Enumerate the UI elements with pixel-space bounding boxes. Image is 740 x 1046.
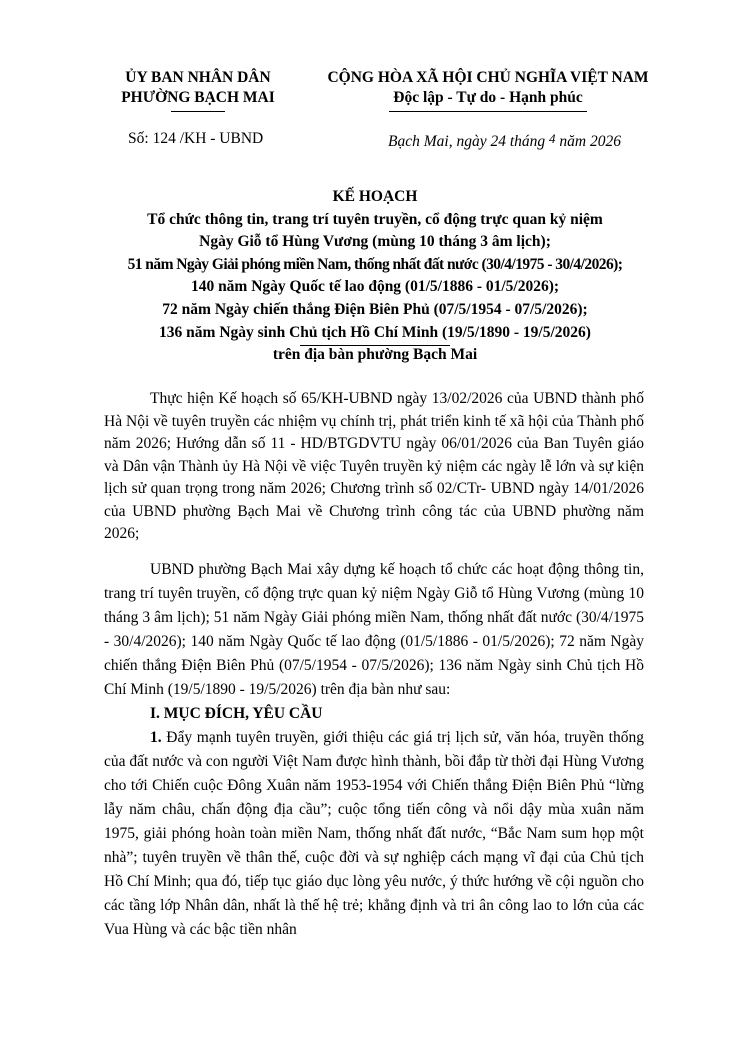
document-title xyxy=(95,186,655,367)
issuing-authority xyxy=(82,68,314,108)
national-name: CỘNG HÒA XÃ HỘI CHỦ NGHĨA VIỆT NAM xyxy=(327,69,649,86)
doc-number-prefix: Số: xyxy=(128,130,153,147)
item-text: Đẩy mạnh tuyên truyền, giới thiệu các giá trị lịch sử, văn hóa, truyền thống của đất nước và con người Việt Nam được hình thành, bồi đắp từ thời đại Hùng Vương cho tới Chiến cuộc Đông Xuân năm 1953-1954 với Chiến thắng Điện Biên Phủ “lừng lẫy năm châu, chấn động địa cầu”; cuộc tổng tiến công và nổi dậy mùa xuân năm 1975, giải phóng hoàn toàn miền Nam, thống nhất đất nước, “Bắc Nam sum họp một nhà”; tuyên truyền về thân thế, cuộc đời và sự nghiệp cách mạng vĩ đại của Chủ tịch Hồ Chí Minh; qua đó, tiếp tục giáo dục lòng yêu nước, ý thức hướng về cội nguồn cho các tầng lớp Nhân dân, nhất là thế hệ trẻ; khẳng định và tri ân công lao to lớn của các Vua Hùng và các bậc tiền nhân xyxy=(104,728,644,938)
date-part-1: Bạch Mai, ngày 24 tháng xyxy=(388,133,550,150)
document-date xyxy=(388,129,621,152)
paragraph-basis: Thực hiện Kế hoạch số 65/KH-UBND ngày 13/02/2026 của UBND thành phố Hà Nội về tuyên truyền các nhiệm vụ chính trị, phát triển kinh tế xã hội của Thành phố năm 2026; Hướng dẫn số 11 - HD/BTGDVTU ngày 06/01/2026 của Ban Tuyên giáo và Dân vận Thành ủy Hà Nội về việc Tuyên truyền kỷ niệm các ngày lễ lớn và sự kiện lịch sử quan trọng trong năm 2026; Chương trình số 02/CTr- UBND ngày 14/01/2026 của UBND phường Bạch Mai về Chương trình công tác của UBND phường năm 2026; xyxy=(104,390,644,542)
doc-number-suffix: /KH - UBND xyxy=(175,130,264,147)
document-number xyxy=(128,129,263,149)
title-line: Tổ chức thông tin, trang trí tuyên truyền, cổ động trực quan kỷ niệm xyxy=(147,210,603,228)
title-underline xyxy=(300,345,450,346)
title-line: 51 năm Ngày Giải phóng miền Nam, thống nhất đất nước (30/4/1975 - 30/4/2026); xyxy=(127,255,623,273)
document-body xyxy=(104,388,644,942)
paragraph-item-1 xyxy=(104,726,644,942)
title-line: Ngày Giỗ tổ Hùng Vương (mùng 10 tháng 3 âm lịch); xyxy=(199,233,551,251)
section-heading: I. MỤC ĐÍCH, YÊU CẦU xyxy=(150,704,323,722)
date-month: 4 xyxy=(549,131,556,146)
item-number: 1. xyxy=(150,728,162,746)
title-line: 136 năm Ngày sinh Chủ tịch Hồ Chí Minh (19/5/1890 - 19/5/2026) xyxy=(159,323,591,341)
title-line: 140 năm Ngày Quốc tế lao động (01/5/1886 - 01/5/2026); xyxy=(190,278,560,296)
national-motto: Độc lập - Tự do - Hạnh phúc xyxy=(393,89,583,106)
title-line: 72 năm Ngày chiến thắng Điện Biên Phủ (07/5/1954 - 07/5/2026); xyxy=(162,300,588,318)
title-main: KẾ HOẠCH xyxy=(332,188,418,205)
paragraph-intro: UBND phường Bạch Mai xây dựng kế hoạch tổ chức các hoạt động thông tin, trang trí tuyên truyền, cổ động trực quan kỷ niệm Ngày Giỗ tổ Hùng Vương (mùng 10 tháng 3 âm lịch); 51 năm Ngày Giải phóng miền Nam, thống nhất đất nước (30/4/1975 - 30/4/2026); 140 năm Ngày Quốc tế lao động (01/5/1886 - 01/5/2026); 72 năm Ngày chiến thắng Điện Biên Phủ (07/5/1954 - 07/5/2026); 136 năm Ngày sinh Chủ tịch Hồ Chí Minh (19/5/1890 - 19/5/2026) trên địa bàn như sau: xyxy=(104,560,644,698)
authority-line-1: ỦY BAN NHÂN DÂN xyxy=(125,69,271,86)
national-title xyxy=(318,68,658,108)
doc-number-value: 124 xyxy=(152,130,176,147)
authority-line-2: PHƯỜNG BẠCH MAI xyxy=(121,89,275,106)
authority-underline xyxy=(171,111,225,112)
title-line: trên địa bàn phường Bạch Mai xyxy=(272,346,478,364)
date-part-2: năm 2026 xyxy=(555,133,621,150)
motto-underline xyxy=(389,111,587,112)
